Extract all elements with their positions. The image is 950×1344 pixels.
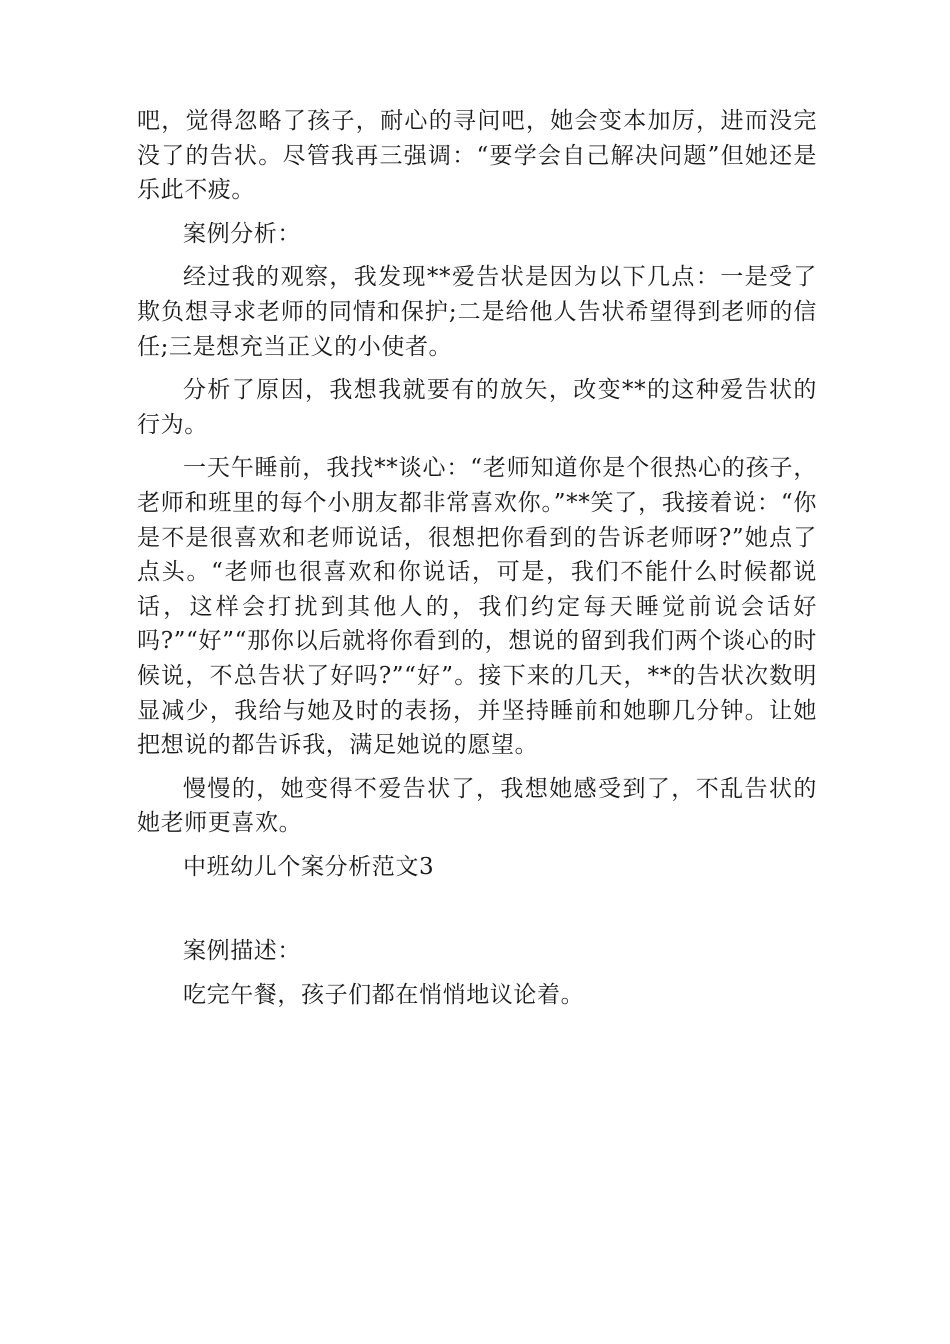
document-page — [137, 104, 817, 1013]
paragraph-result: 慢慢的，她变得不爱告状了，我想她感受到了，不乱告状的她老师更喜欢。 — [137, 775, 817, 837]
paragraph-continuation: 吧，觉得忽略了孩子，耐心的寻问吧，她会变本加厉，进而没完没了的告状。尽管我再三强调：“要学会自己解决问题”但她还是乐此不疲。 — [137, 108, 817, 204]
heading-case-description: 案例描述： — [183, 938, 301, 965]
paragraph-reason: 分析了原因，我想我就要有的放矢，改变**的这种爱告状的行为。 — [137, 377, 817, 438]
paragraph-conversation: 一天午睡前，我找**谈心：“老师知道你是个很热心的孩子，老师和班里的每个小朋友都非常喜欢你。”**笑了，我接着说：“你是不是很喜欢和老师说话，很想把你看到的告诉老师呀?”她点了点头。“老师也很喜欢和你说话，可是，我们不能什么时候都说话，这样会打扰到其他人的，我们约定每天睡觉前说会话好吗?”“好”“那你以后就将你看到的，想说的留到我们两个谈心的时候说，不总告状了好吗?”“好”。接下来的几天，**的告状次数明显减少，我给与她及时的表扬，并坚持睡前和她聊几分钟。让她把想说的都告诉我，满足她说的愿望。 — [137, 455, 817, 759]
heading-case-analysis: 案例分析： — [183, 220, 301, 247]
paragraph-description: 吃完午餐，孩子们都在悄悄地议论着。 — [183, 982, 585, 1009]
section-title: 中班幼儿个案分析范文3 — [183, 853, 435, 880]
paragraph-observation: 经过我的观察，我发现**爱告状是因为以下几点：一是受了欺负想寻求老师的同情和保护;二是给他人告状希望得到老师的信任;三是想充当正义的小使者。 — [137, 264, 817, 360]
